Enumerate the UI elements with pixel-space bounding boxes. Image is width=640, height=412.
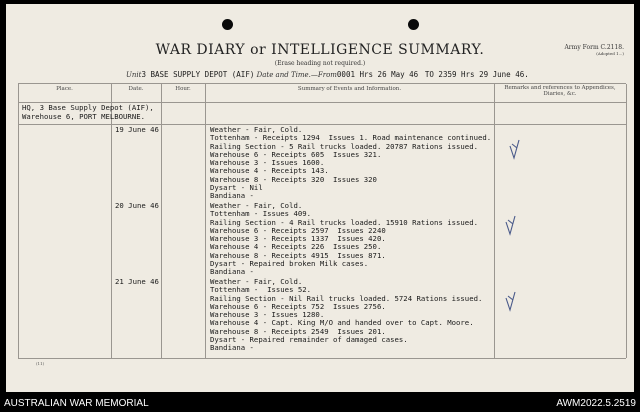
entry-line: Weather - Fair, Cold. — [210, 125, 303, 134]
entry-line: Weather - Fair, Cold. — [210, 201, 303, 210]
entry-lines — [210, 202, 478, 277]
unit-line — [126, 70, 626, 79]
column-divider — [205, 84, 206, 358]
punch-hole — [222, 19, 233, 30]
document-title: WAR DIARY or INTELLIGENCE SUMMARY. — [155, 42, 485, 58]
entry-lines — [210, 126, 491, 201]
entry-lines — [210, 278, 482, 353]
diary-page — [6, 4, 634, 392]
pencil-tick-mark — [504, 214, 518, 238]
entry-line: Warehouse 8 - Receipts 2549 Issues 201. — [210, 326, 386, 336]
entry-line: Warehouse 3 - Receipts 1337 Issues 420. — [210, 234, 386, 244]
entry-line: Warehouse 3 - Issues 1600. — [210, 158, 325, 168]
archive-caption: AUSTRALIAN WAR MEMORIAL — [4, 398, 149, 409]
punch-hole — [408, 19, 419, 30]
archive-reference: AWM2022.5.2519 — [556, 398, 636, 409]
document-subtitle: (Erase heading not required.) — [274, 60, 366, 67]
entry-line: Warehouse 4 - Receipts 226 Issues 250. — [210, 242, 382, 252]
column-divider — [161, 84, 162, 358]
table-right-border — [626, 84, 627, 358]
entry-line: Tottenham - Issues 52. — [210, 285, 312, 295]
entry-line: Railing Section - 5 Rail trucks loaded. 20787 Rations issued. — [210, 141, 478, 151]
entry-line: Tottenham - Receipts 1294 Issues 1. Road maintenance continued. — [210, 133, 492, 143]
column-header-place: Place. — [56, 86, 73, 92]
entry-line: Warehouse 8 - Receipts 320 Issues 320 — [210, 174, 377, 184]
to-value: TO 2359 Hrs 29 June 46. — [424, 70, 529, 79]
pencil-tick-mark — [504, 290, 518, 314]
form-number — [564, 44, 624, 56]
entry-line: Weather - Fair, Cold. — [210, 277, 303, 286]
column-header-remarks: Remarks and references to Appendices, Diaries, &c. — [504, 85, 616, 97]
entry-line: Warehouse 4 - Capt. King M/O and handed over to Capt. Moore. — [210, 318, 474, 328]
entry-line: Warehouse 6 - Receipts 752 Issues 2756. — [210, 301, 386, 311]
column-divider — [111, 84, 112, 358]
entry-line: Warehouse 3 - Issues 1280. — [210, 310, 325, 320]
pencil-tick-mark — [508, 138, 522, 162]
column-divider — [494, 84, 495, 358]
table-bottom-rule — [18, 358, 626, 359]
entry-line: Warehouse 6 - Receipts 605 Issues 321. — [210, 149, 382, 159]
entry-date: 19 June 46 — [115, 125, 159, 134]
entry-line: Tottenham - Issues 409. — [210, 209, 312, 219]
entry-line: Bandiana - — [210, 267, 254, 277]
entry-line: Dysart - Repaired remainder of damaged cases. — [210, 335, 408, 345]
from-value: 0001 Hrs 26 May 46 — [336, 70, 419, 79]
column-header-summary: Summary of Events and Information. — [297, 86, 402, 92]
unit-value: 3 BASE SUPPLY DEPOT (AIF) — [141, 70, 255, 79]
date-time-label: Date and Time.—From — [256, 71, 337, 79]
entry-line: Bandiana - — [210, 343, 254, 353]
entry-line: Warehouse 8 - Receipts 4915 Issues 871. — [210, 250, 386, 260]
entry-line: Railing Section - 4 Rail trucks loaded. 15910 Rations issued. — [210, 217, 478, 227]
entry-line: Warehouse 4 - Receipts 143. — [210, 166, 329, 176]
entry-date: 20 June 46 — [115, 201, 159, 210]
table-left-border — [18, 84, 19, 358]
place-line: Warehouse 6, PORT MELBOURNE. — [22, 111, 146, 121]
unit-label: Unit — [126, 71, 142, 79]
form-adopted-text: (Adopted 1...) — [596, 51, 624, 56]
table-top-rule — [18, 83, 626, 84]
place-line: HQ, 3 Base Supply Depot (AIF), — [22, 103, 154, 112]
column-header-date: Date. — [128, 86, 144, 92]
entry-line: Dysart - Repaired broken Milk cases. — [210, 259, 369, 269]
form-number-text: Army Form C.2118. — [564, 44, 624, 51]
entry-line: Warehouse 6 - Receipts 2597 Issues 2240 — [210, 225, 386, 235]
entry-line: Bandiana - — [210, 191, 254, 201]
place-rule — [18, 124, 626, 125]
entry-date: 21 June 46 — [115, 277, 159, 286]
entry-line: Railing Section - Nil Rail trucks loaded. 5724 Rations issued. — [210, 293, 483, 303]
entry-line: Dysart - Nil — [210, 183, 263, 193]
column-header-hour: Hour. — [175, 86, 191, 92]
footer-code: (11) — [36, 361, 45, 366]
